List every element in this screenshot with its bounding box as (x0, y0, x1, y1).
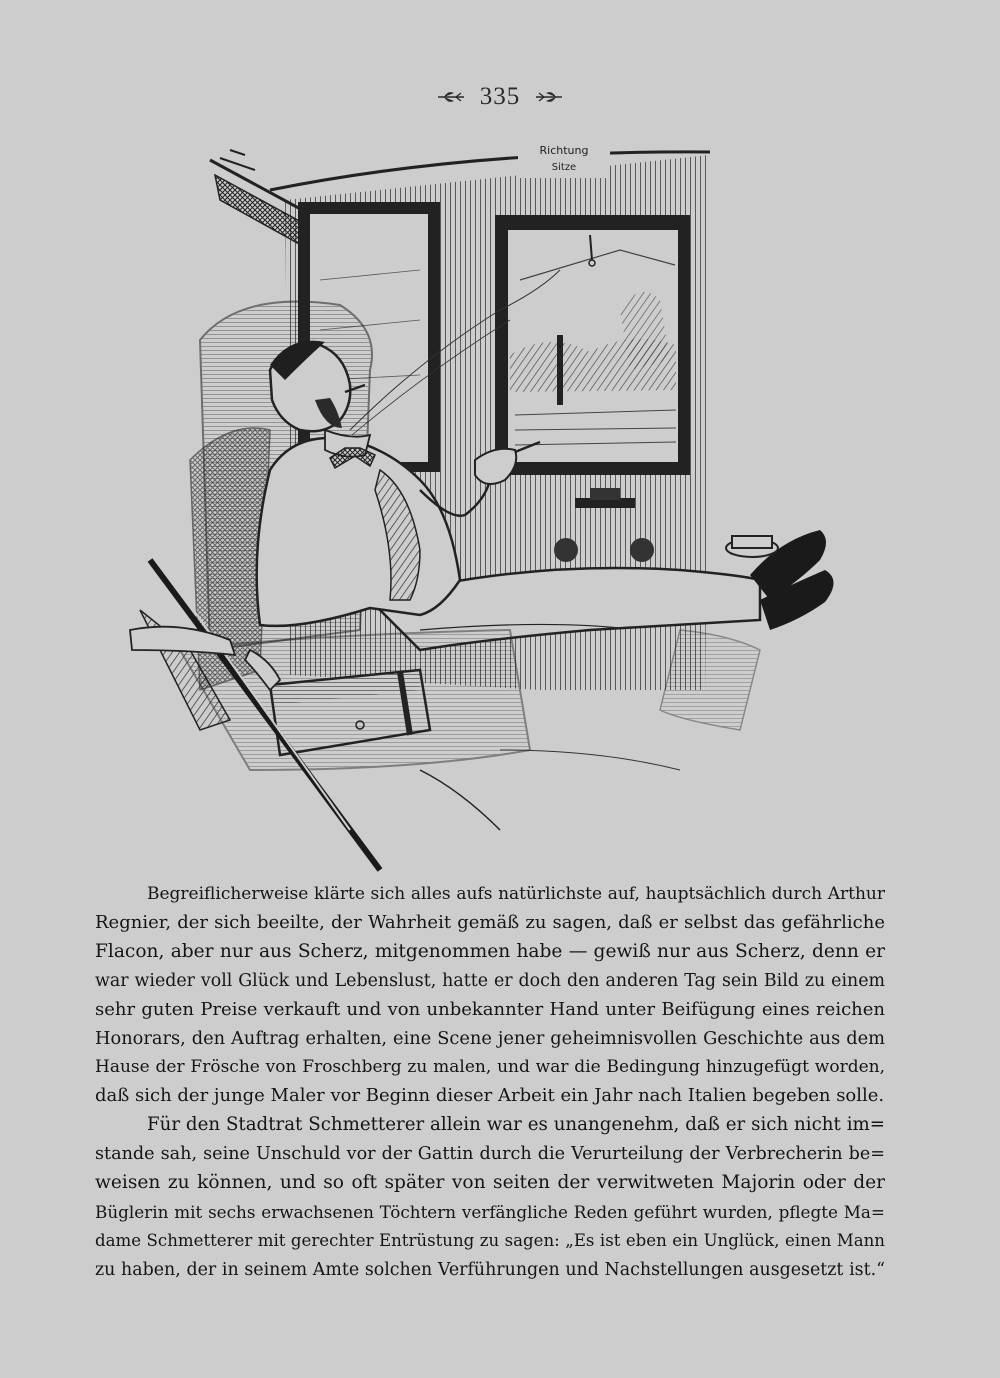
text-line: zu haben, der in seinem Amte solchen Verführungen und Nachstellungen ausgesetzt ist.“ (95, 1259, 885, 1280)
text-line: Für den Stadtrat Schmetterer allein war es unangenehm, daß er sich nicht im= (147, 1114, 885, 1136)
text-line: Hause der Frösche von Froschberg zu malen, und war die Bedingung hinzugefügt worden, (95, 1057, 885, 1078)
text-line: Honorars, den Auftrag erhalten, eine Scene jener geheimnisvollen Geschichte aus dem (95, 1027, 885, 1049)
sign-line-2: Sitze (551, 162, 577, 173)
text-line: Regnier, der sich beeilte, der Wahrheit gemäß zu sagen, daß er selbst das gefährliche (95, 911, 885, 933)
text-line: Flacon, aber nur aus Scherz, mitgenommen habe — gewiß nur aus Scherz, denn er (95, 940, 885, 962)
page-number: 335 (479, 83, 521, 110)
sign-line-1: Richtung (539, 144, 589, 157)
right-window (495, 215, 690, 475)
train-compartment-illustration (120, 130, 860, 875)
text-line: daß sich der junge Maler vor Beginn dieser Arbeit ein Jahr nach Italien begeben solle. (95, 1085, 885, 1107)
text-line: dame Schmetterer mit gerechter Entrüstung zu sagen: „Es ist eben ein Unglück, einen Mann (95, 1230, 885, 1250)
text-line: stande sah, seine Unschuld vor der Gattin durch die Verurteilung der Verbrecherin be= (95, 1144, 885, 1165)
text-line: Büglerin mit sechs erwachsenen Töchtern verfängliche Reden geführt wurden, pflegte Ma= (95, 1201, 885, 1222)
text-line: weisen zu können, und so oft später von seiten der verwitweten Majorin oder der (95, 1172, 885, 1194)
text-line: Begreiflicherweise klärte sich alles aufs natürlichste auf, hauptsächlich durch Arthur (147, 884, 885, 904)
leaf-ornament-icon (436, 89, 466, 105)
text-line: war wieder voll Glück und Lebenslust, hatte er doch den anderen Tag sein Bild zu einem (95, 970, 885, 991)
text-line: sehr guten Preise verkauft und von unbekannter Hand unter Beifügung eines reichen (95, 998, 885, 1020)
page-header (0, 80, 1000, 114)
body-text (95, 880, 885, 1285)
compartment-sign (518, 138, 610, 178)
leaf-ornament-icon (534, 89, 564, 105)
